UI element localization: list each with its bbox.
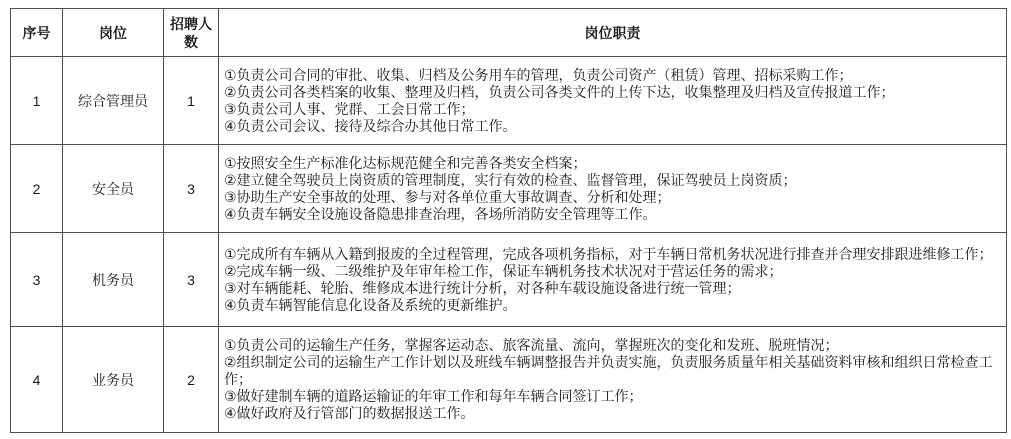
duty-line: ④负责公司会议、接待及综合办其他日常工作。 [224,117,517,134]
duty-line: ③协助生产安全事故的处理、参与对各单位重大事故调查、分析和处理； [224,188,671,205]
header-position: 岗位 [63,9,164,57]
row-no: 3 [11,233,63,327]
duty-line: ④负责车辆安全设施设备隐患排查治理，各场所消防安全管理等工作。 [224,205,657,222]
duty-line: ②完成车辆一级、二级维护及年审年检工作，保证车辆机务技术状况对于营运任务的需求； [224,262,783,279]
table-row [11,233,1007,327]
row-no: 4 [11,327,63,433]
row-position: 综合管理员 [63,57,164,145]
duty-line: ④负责车辆智能信息化设备及系统的更新维护。 [224,296,517,313]
duty-line: ①负责公司合同的审批、收集、归档及公务用车的管理，负责公司资产（租赁）管理、招标采购工作； [224,66,853,83]
header-duties: 岗位职责 [219,9,1007,57]
duty-line: ③负责公司人事、党群、工会日常工作； [224,100,475,117]
row-duties [219,327,1007,433]
table-body [11,57,1007,433]
duty-line: ②组织制定公司的运输生产工作计划以及班线车辆调整报告并负责实施，负责服务质量年相关基础资料审核和组织日常检查工作； [224,354,993,387]
row-position: 业务员 [63,327,164,433]
row-count: 1 [164,57,219,145]
duty-line: ①负责公司的运输生产任务，掌握客运动态、旅客流量、流向，掌握班次的变化和发班、脱班情况； [224,337,839,353]
table-row [11,145,1007,233]
row-duties [219,145,1007,233]
table-row [11,327,1007,433]
duty-line: ③做好建制车辆的道路运输证的年审工作和每年车辆合同签订工作； [224,388,643,404]
duty-line: ③对车辆能耗、轮胎、维修成本进行统计分析，对各种车载设施设备进行统一管理； [224,279,741,296]
row-count: 3 [164,145,219,233]
header-count: 招聘人数 [164,9,219,57]
duty-line: ①按照安全生产标准化达标规范健全和完善各类安全档案； [224,154,587,171]
duty-line: ④做好政府及行管部门的数据报送工作。 [224,405,475,421]
duty-line: ②建立健全驾驶员上岗资质的管理制度，实行有效的检查、监督管理，保证驾驶员上岗资质； [224,171,797,188]
duty-line: ①完成所有车辆从入籍到报废的全过程管理，完成各项机务指标，对于车辆日常机务状况进行排查并合理安排跟进维修工作； [224,245,993,262]
row-duties [219,57,1007,145]
row-position: 安全员 [63,145,164,233]
recruitment-table [10,8,1007,433]
header-no: 序号 [11,9,63,57]
row-count: 2 [164,327,219,433]
row-count: 3 [164,233,219,327]
table-row [11,57,1007,145]
row-duties [219,233,1007,327]
row-no: 2 [11,145,63,233]
duty-line: ②负责公司各类档案的收集、整理及归档，负责公司各类文件的上传下达，收集整理及归档及宣传报道工作； [224,83,895,100]
table-header-row [11,9,1007,57]
row-position: 机务员 [63,233,164,327]
row-no: 1 [11,57,63,145]
